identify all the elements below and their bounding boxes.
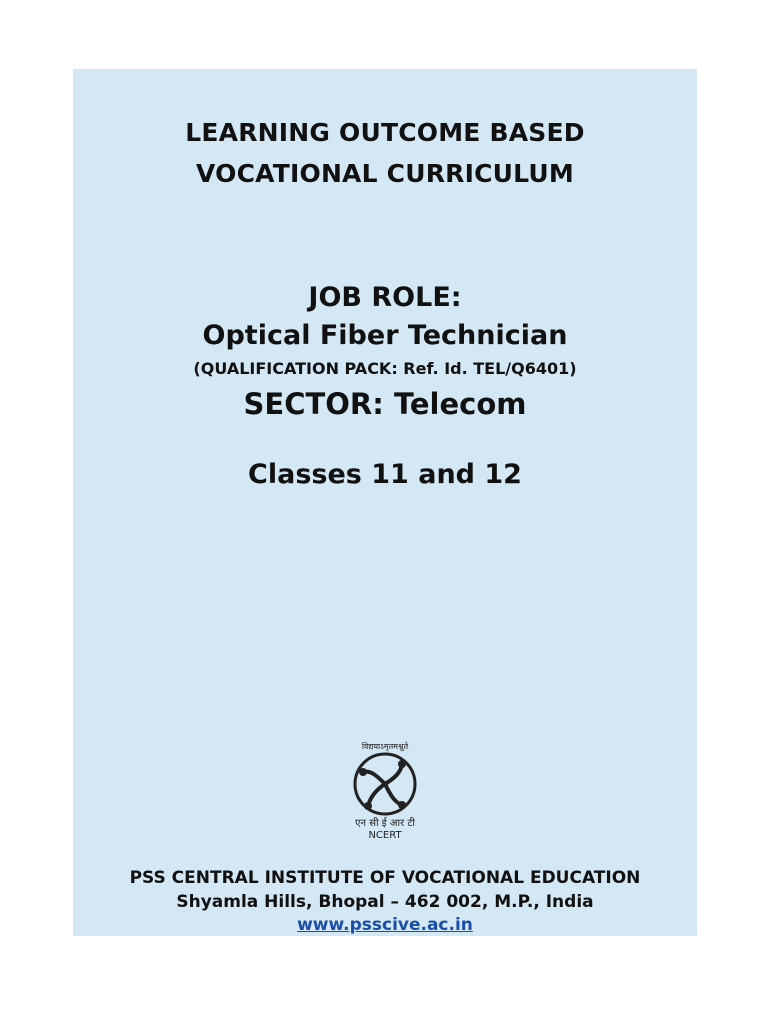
logo-motto: विद्ययाऽमृतमश्नुते <box>361 742 409 751</box>
qualification-pack: (QUALIFICATION PACK: Ref. Id. TEL/Q6401) <box>193 359 577 378</box>
sector-heading: SECTOR: Telecom <box>243 387 527 421</box>
title-line-2: VOCATIONAL CURRICULUM <box>196 159 574 188</box>
ncert-emblem-icon <box>344 740 426 842</box>
website-link[interactable]: www.psscive.ac.in <box>297 915 473 935</box>
title-line-1: LEARNING OUTCOME BASED <box>185 118 585 147</box>
logo-english-name: NCERT <box>368 830 402 841</box>
institute-name: PSS CENTRAL INSTITUTE OF VOCATIONAL EDUCATION <box>129 868 641 888</box>
cover-panel <box>73 69 697 936</box>
job-role-heading: JOB ROLE: <box>308 282 462 313</box>
institute-address: Shyamla Hills, Bhopal – 462 002, M.P., India <box>176 892 594 912</box>
logo-hindi-name: एन सी ई आर टी <box>355 818 415 829</box>
job-role-name: Optical Fiber Technician <box>202 320 568 351</box>
classes-heading: Classes 11 and 12 <box>248 459 522 490</box>
